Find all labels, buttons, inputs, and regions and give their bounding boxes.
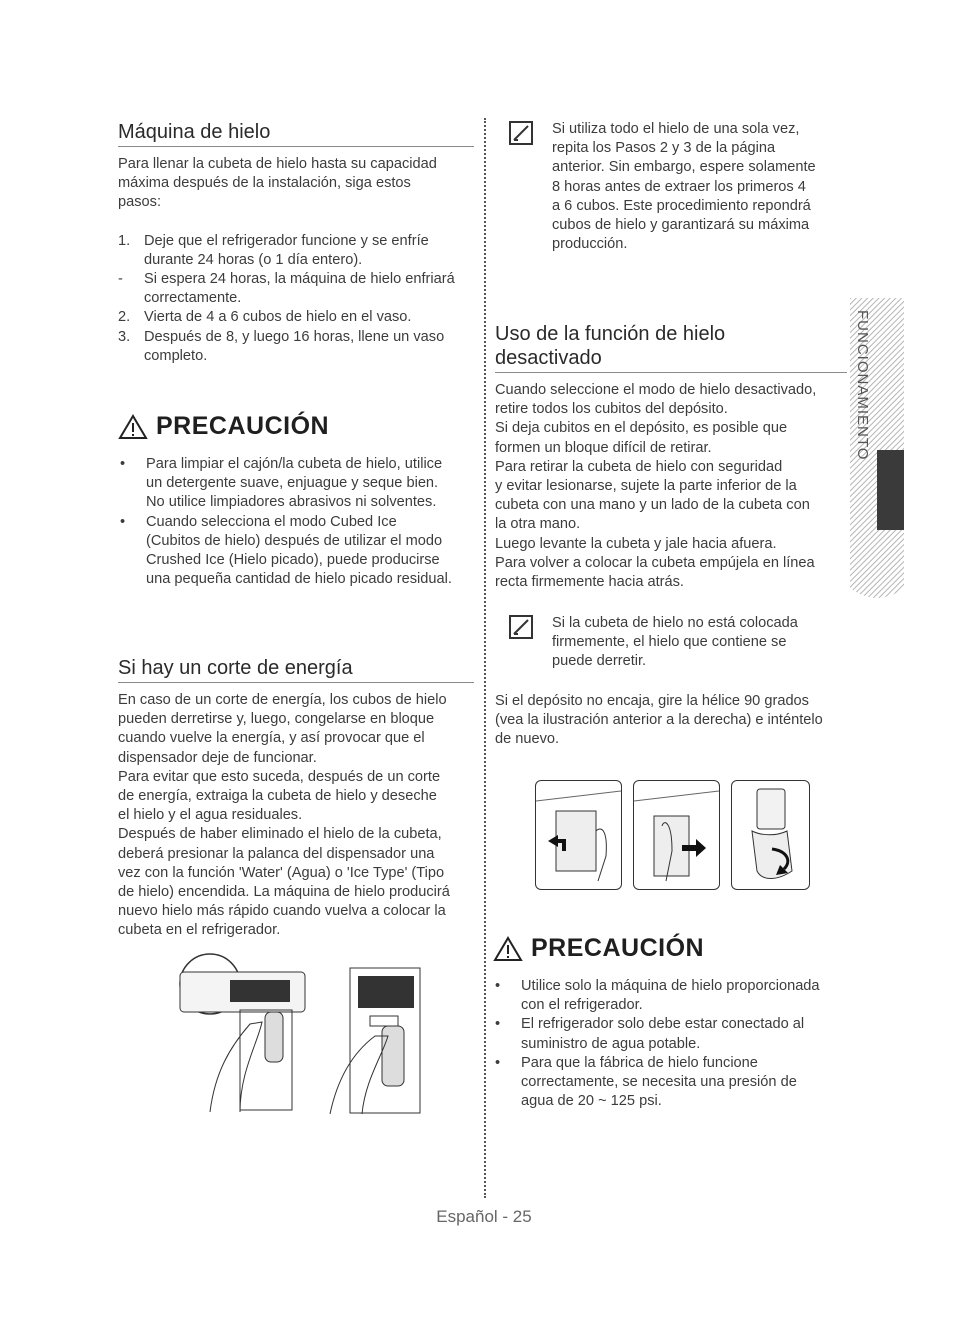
paragraph: Si el depósito no encaja, gire la hélice 90 grados (vea la ilustración anterior a la derecha) e inténtelo de nuevo.	[495, 693, 823, 748]
dispenser-illustration-front	[320, 966, 430, 1116]
note-pencil-icon	[508, 614, 534, 640]
list-item: • Para limpiar el cajón/la cubeta de hielo, utilice un detergente suave, enjuague y seque bien. No utilice limpiadores abrasivos ni solventes.	[120, 456, 443, 511]
list-item: - Si espera 24 horas, la máquina de hielo enfriará correctamente.	[118, 271, 455, 307]
note-block	[508, 614, 853, 672]
side-tab-label: FUNCIONAMIENTO	[854, 310, 871, 461]
section-body: En caso de un corte de energía, los cubos de hielo pueden derretirse y, luego, congelarse en bloque cuando vuelve la energía, y así provocar que el dispensador deje de funcionar. Para evitar que esto suceda, después de un corte de energía, extraiga la cubeta de hielo y deseche el hielo y el agua residuales. Después de haber eliminado el hielo de la cubeta, deberá presionar la palanca del dispensador una vez con la función 'Water' (Agua) o 'Ice Type' (Tipo de hielo) encendida. La máquina de hielo producirá nuevo hielo más rápido cuando vuelva a colocar la cubeta en el refrigerador.	[118, 692, 450, 939]
caution-list	[493, 977, 853, 1111]
auger-rotate-illustration	[731, 780, 810, 890]
intro-paragraph: Para llenar la cubeta de hielo hasta su capacidad máxima después de la instalación, siga estos pasos:	[118, 156, 437, 211]
section-title: Si hay un corte de energía	[118, 656, 474, 683]
list-item: 2. Vierta de 4 a 6 cubos de hielo en el vaso.	[118, 309, 412, 326]
steps-list	[118, 232, 474, 366]
warning-triangle-icon	[493, 936, 523, 962]
caution-block	[493, 934, 853, 1111]
auger-drawing	[732, 781, 809, 889]
section-ice-maker	[118, 120, 474, 366]
warning-triangle-icon	[118, 414, 148, 440]
list-item: • Para que la fábrica de hielo funcione correctamente, se necesita una presión de agua de 20 ~ 125 psi.	[495, 1054, 797, 1110]
chapter-side-tab	[850, 298, 904, 603]
note-text: Si la cubeta de hielo no está colocada firmemente, el hielo que contiene se puede derretir.	[552, 615, 798, 670]
column-divider	[484, 118, 486, 1198]
caution-heading: PRECAUCIÓN	[118, 412, 478, 441]
list-item: • Cuando selecciona el modo Cubed Ice (Cubitos de hielo) después de utilizar el modo Crushed Ice (Hielo picado), puede producirse una pequeña cantidad de hielo picado residual.	[120, 513, 452, 588]
note-block	[508, 120, 853, 254]
note-text: Si utiliza todo el hielo de una sola vez, repita los Pasos 2 y 3 de la página anterior. Sin embargo, espere solamente 8 horas antes de extraer los primeros 4 a 6 cubos. Este procedimiento repondrá cubos de hielo y garantizará su máxima producción.	[552, 121, 816, 253]
page-footer: Español - 25	[436, 1207, 532, 1226]
section-power-outage	[118, 656, 474, 941]
list-item: • El refrigerador solo debe estar conectado al suministro de agua potable.	[495, 1016, 805, 1052]
section-title: Uso de la función de hielo desactivado	[495, 322, 847, 373]
dispenser-illustration-closeup	[170, 952, 310, 1112]
section-body: Cuando seleccione el modo de hielo desactivado, retire todos los cubitos del depósito. Si deja cubitos en el depósito, es posible que formen un bloque difícil de retirar. Para retirar la cubeta de hielo con seguridad y evitar lesionarse, sujete la parte inferior de la cubeta con una mano y un lado de la cubeta con la otra mano. Luego levante la cubeta y jale hacia afuera. Para volver a colocar la cubeta empújela en línea recta firmemente hacia atrás.	[495, 382, 817, 591]
list-item: 3. Después de 8, y luego 16 horas, llene un vaso completo.	[118, 328, 445, 364]
caution-list	[118, 455, 478, 589]
bucket-lift-drawing	[536, 781, 621, 889]
list-item: • Utilice solo la máquina de hielo proporcionada con el refrigerador.	[495, 978, 820, 1014]
section-title: Máquina de hielo	[118, 120, 474, 147]
caution-heading: PRECAUCIÓN	[493, 934, 853, 963]
note-pencil-icon	[508, 120, 534, 146]
ice-bucket-lift-illustration	[535, 780, 622, 890]
caution-block	[118, 412, 478, 589]
ice-bucket-pull-illustration	[633, 780, 720, 890]
list-item: 1. Deje que el refrigerador funcione y se enfríe durante 24 horas (o 1 día entero).	[118, 232, 429, 268]
bucket-pull-drawing	[634, 781, 719, 889]
section-ice-off	[495, 322, 847, 592]
